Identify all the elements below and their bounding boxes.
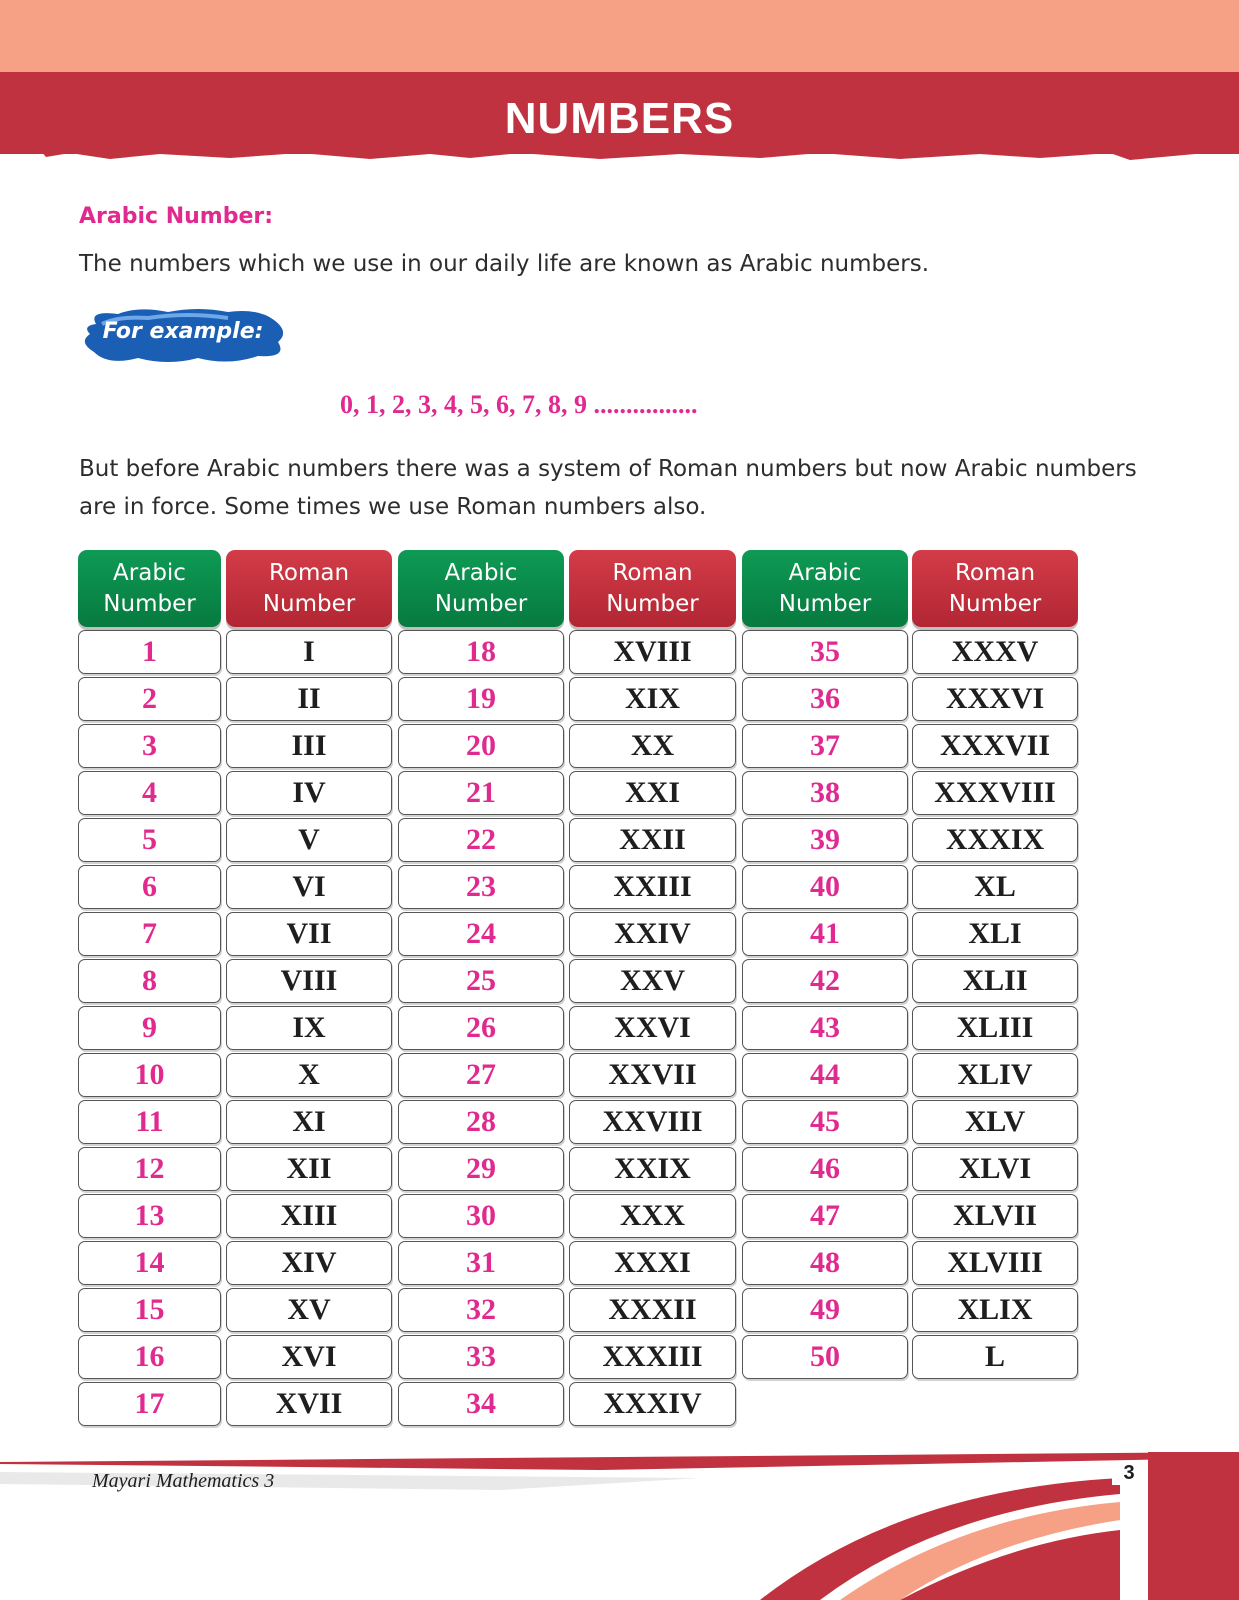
header-line: Arabic	[113, 559, 186, 586]
roman-cell: XLVIII	[912, 1241, 1078, 1285]
roman-cell: XLI	[912, 912, 1078, 956]
arabic-cell: 40	[742, 865, 908, 909]
section-heading: Arabic Number:	[79, 204, 274, 229]
arabic-cell: 38	[742, 771, 908, 815]
roman-cell: XLV	[912, 1100, 1078, 1144]
arabic-cell: 13	[78, 1194, 221, 1238]
header-line: Number	[948, 590, 1042, 617]
roman-cell: XVI	[226, 1335, 392, 1379]
arabic-column-3	[742, 550, 908, 1379]
roman-number-header	[226, 550, 392, 627]
header-line: Number	[606, 590, 699, 617]
header-line: Number	[262, 590, 356, 617]
arabic-cell: 27	[398, 1053, 564, 1097]
roman-column-3	[912, 550, 1078, 1379]
roman-cell: XXXII	[569, 1288, 736, 1332]
roman-cell: XL	[912, 865, 1078, 909]
arabic-cell: 47	[742, 1194, 908, 1238]
example-sequence: 0, 1, 2, 3, 4, 5, 6, 7, 8, 9 ................	[340, 390, 698, 419]
arabic-cell: 49	[742, 1288, 908, 1332]
arabic-cell: 43	[742, 1006, 908, 1050]
roman-cell: XXXV	[912, 630, 1078, 674]
roman-cell: XXIV	[569, 912, 736, 956]
roman-cell: XXIII	[569, 865, 736, 909]
arabic-cell: 42	[742, 959, 908, 1003]
header-line: Roman	[954, 559, 1036, 586]
roman-cell: II	[226, 677, 392, 721]
roman-cell: III	[226, 724, 392, 768]
arabic-cell: 10	[78, 1053, 221, 1097]
arabic-number-header	[78, 550, 221, 627]
roman-cell: VI	[226, 865, 392, 909]
arabic-cell: 34	[398, 1382, 564, 1426]
roman-cell: XXV	[569, 959, 736, 1003]
arabic-cell: 22	[398, 818, 564, 862]
arabic-cell: 16	[78, 1335, 221, 1379]
roman-cell: XLII	[912, 959, 1078, 1003]
top-accent-band	[0, 0, 1239, 72]
roman-cell: XXXIII	[569, 1335, 736, 1379]
roman-cell: XVIII	[569, 630, 736, 674]
arabic-cell: 17	[78, 1382, 221, 1426]
arabic-cell: 11	[78, 1100, 221, 1144]
arabic-cell: 8	[78, 959, 221, 1003]
roman-cell: XLVII	[912, 1194, 1078, 1238]
roman-column-1	[226, 550, 392, 1426]
roman-cell: XXVI	[569, 1006, 736, 1050]
roman-cell: XI	[226, 1100, 392, 1144]
roman-cell: VII	[226, 912, 392, 956]
book-title: Mayari Mathematics 3	[92, 1470, 275, 1492]
arabic-cell: 15	[78, 1288, 221, 1332]
arabic-cell: 46	[742, 1147, 908, 1191]
arabic-cell: 31	[398, 1241, 564, 1285]
roman-cell: XV	[226, 1288, 392, 1332]
roman-cell: IX	[226, 1006, 392, 1050]
arabic-cell: 26	[398, 1006, 564, 1050]
arabic-cell: 39	[742, 818, 908, 862]
arabic-cell: 41	[742, 912, 908, 956]
title-banner	[0, 72, 1239, 154]
roman-cell: V	[226, 818, 392, 862]
roman-cell: XX	[569, 724, 736, 768]
arabic-cell: 48	[742, 1241, 908, 1285]
torn-edge-decoration	[0, 150, 1239, 162]
roman-cell: XIX	[569, 677, 736, 721]
roman-cell: XXX	[569, 1194, 736, 1238]
arabic-column-2	[398, 550, 564, 1426]
arabic-number-header	[742, 550, 908, 627]
roman-number-header	[569, 550, 736, 627]
arabic-cell: 37	[742, 724, 908, 768]
roman-cell: XLIV	[912, 1053, 1078, 1097]
example-badge	[78, 306, 288, 366]
page-number: 3	[1112, 1462, 1146, 1485]
roman-cell: XXXIV	[569, 1382, 736, 1426]
arabic-cell: 33	[398, 1335, 564, 1379]
footer-swoosh-decoration	[0, 1430, 1239, 1600]
header-line: Arabic	[788, 559, 862, 586]
arabic-cell: 14	[78, 1241, 221, 1285]
arabic-cell: 32	[398, 1288, 564, 1332]
page-title: NUMBERS	[504, 94, 735, 143]
arabic-cell: 35	[742, 630, 908, 674]
arabic-cell: 5	[78, 818, 221, 862]
arabic-cell: 36	[742, 677, 908, 721]
roman-cell: XXXI	[569, 1241, 736, 1285]
arabic-cell: 2	[78, 677, 221, 721]
roman-cell: XXXIX	[912, 818, 1078, 862]
arabic-cell: 29	[398, 1147, 564, 1191]
roman-column-2	[569, 550, 736, 1426]
roman-cell: I	[226, 630, 392, 674]
arabic-column-1	[78, 550, 221, 1426]
arabic-cell: 24	[398, 912, 564, 956]
roman-cell: XIV	[226, 1241, 392, 1285]
footer	[0, 1430, 1239, 1600]
arabic-cell: 28	[398, 1100, 564, 1144]
header-line: Number	[103, 590, 196, 617]
roman-cell: XXIX	[569, 1147, 736, 1191]
arabic-cell: 7	[78, 912, 221, 956]
header-line: Roman	[268, 559, 350, 586]
arabic-cell: 44	[742, 1053, 908, 1097]
roman-cell: XXVII	[569, 1053, 736, 1097]
header-line: Number	[434, 590, 528, 617]
roman-cell: XII	[226, 1147, 392, 1191]
arabic-cell: 4	[78, 771, 221, 815]
roman-cell: XXVIII	[569, 1100, 736, 1144]
roman-cell: IV	[226, 771, 392, 815]
arabic-cell: 30	[398, 1194, 564, 1238]
definition-text: The numbers which we use in our daily life are known as Arabic numbers.	[79, 251, 930, 277]
arabic-number-header	[398, 550, 564, 627]
roman-cell: XLIX	[912, 1288, 1078, 1332]
arabic-cell: 19	[398, 677, 564, 721]
header-line: Roman	[612, 559, 693, 586]
arabic-cell: 50	[742, 1335, 908, 1379]
roman-cell: XXII	[569, 818, 736, 862]
roman-cell: X	[226, 1053, 392, 1097]
roman-cell: XXI	[569, 771, 736, 815]
arabic-cell: 18	[398, 630, 564, 674]
roman-cell: L	[912, 1335, 1078, 1379]
roman-note-text: But before Arabic numbers there was a system of Roman numbers but now Arabic numbers are in force. Some times we use Roman numbers also.	[79, 456, 1137, 520]
arabic-cell: 6	[78, 865, 221, 909]
example-label: For example:	[102, 319, 264, 344]
arabic-cell: 3	[78, 724, 221, 768]
roman-number-header	[912, 550, 1078, 627]
arabic-cell: 9	[78, 1006, 221, 1050]
arabic-cell: 25	[398, 959, 564, 1003]
arabic-cell: 45	[742, 1100, 908, 1144]
arabic-cell: 12	[78, 1147, 221, 1191]
arabic-cell: 1	[78, 630, 221, 674]
header-line: Arabic	[444, 559, 518, 586]
roman-cell: XLIII	[912, 1006, 1078, 1050]
arabic-cell: 20	[398, 724, 564, 768]
roman-cell: VIII	[226, 959, 392, 1003]
arabic-cell: 21	[398, 771, 564, 815]
roman-cell: XIII	[226, 1194, 392, 1238]
roman-cell: XLVI	[912, 1147, 1078, 1191]
roman-cell: XXXVIII	[912, 771, 1078, 815]
arabic-cell: 23	[398, 865, 564, 909]
roman-cell: XVII	[226, 1382, 392, 1426]
roman-cell: XXXVII	[912, 724, 1078, 768]
roman-cell: XXXVI	[912, 677, 1078, 721]
header-line: Number	[778, 590, 872, 617]
